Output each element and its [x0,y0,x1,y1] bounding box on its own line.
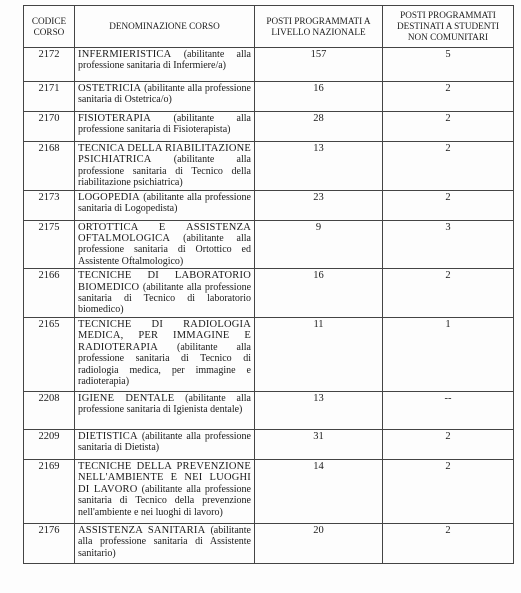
table-row [24,429,514,459]
national-places: 14 [255,459,383,523]
course-title: OSTETRICIA [78,83,142,94]
course-title: TECNICA DELLA RIABILITAZIONE PSICHIATRICA [78,143,251,166]
course-title: IGIENE DENTALE [78,392,175,404]
course-name [75,459,255,523]
course-description: (abilitante alla professione sanitaria di Igienista dentale) [78,392,251,416]
course-description: (abilitante alla professione sanitaria di Fisioterapista) [78,113,251,136]
table-header [24,6,514,48]
course-code: 2176 [24,523,75,563]
course-code: 2165 [24,317,75,391]
table-row [24,220,514,269]
non-eu-places: 2 [383,82,514,112]
table-row [24,48,514,82]
course-title: DIETISTICA [78,430,138,442]
table-row [24,190,514,220]
course-description: (abilitante alla professione sanitaria di Tecnico di radiologia medica, per immagine e radioterapia) [78,341,251,387]
course-description: (abilitante alla professione sanitaria di Ortottico ed Assistente Oftalmologico) [78,233,251,267]
table-row [24,391,514,429]
national-places: 20 [255,523,383,563]
non-eu-places: 5 [383,48,514,82]
table-row [24,142,514,191]
course-title: ASSISTENZA SANITARIA [78,524,206,536]
course-title: LOGOPEDIA [78,191,140,203]
national-places: 28 [255,112,383,142]
header-code: CODICE CORSO [24,6,75,48]
national-places: 13 [255,142,383,191]
non-eu-places: 2 [383,269,514,318]
course-name [75,112,255,142]
non-eu-places: 3 [383,220,514,269]
non-eu-places: 2 [383,190,514,220]
course-description: (abilitante alla professione sanitaria di Ostetrica/o) [78,83,251,106]
course-code: 2169 [24,459,75,523]
course-description: (abilitante alla professione sanitaria di Logopedista) [78,191,251,215]
course-name [75,48,255,82]
national-places: 11 [255,317,383,391]
course-description: (abilitante alla professione sanitaria di Assistente sanitario) [78,524,251,559]
course-name [75,82,255,112]
course-description: (abilitante alla professione sanitaria di Tecnico della riabilitazione psichiatrica) [78,154,251,189]
course-name [75,142,255,191]
course-code: 2172 [24,48,75,82]
course-title: TECNICHE DELLA PREVENZIONE NELL'AMBIENTE E NEI LUOGHI DI LAVORO [78,460,251,495]
course-title: TECNICHE DI LABORATORIO BIOMEDICO [78,270,251,293]
national-places: 23 [255,190,383,220]
course-name [75,391,255,429]
course-title: INFERMIERISTICA [78,49,172,60]
course-code: 2166 [24,269,75,318]
course-description: (abilitante alla professione sanitaria di Dietista) [78,430,251,454]
course-name [75,269,255,318]
course-code: 2170 [24,112,75,142]
course-description: (abilitante alla professione sanitaria di Tecnico di laboratorio biomedico) [78,281,252,316]
course-name [75,190,255,220]
header-name: DENOMINAZIONE CORSO [75,6,255,48]
course-name [75,523,255,563]
table-row [24,523,514,563]
table-row [24,82,514,112]
course-code: 2209 [24,429,75,459]
national-places: 31 [255,429,383,459]
table-body [24,48,514,564]
non-eu-places: 2 [383,429,514,459]
header-national: POSTI PROGRAMMATI A LIVELLO NAZIONALE [255,6,383,48]
course-code: 2173 [24,190,75,220]
course-description: (abilitante alla professione sanitaria di Infermiere/a) [78,49,251,72]
header-row [24,6,514,48]
course-code: 2168 [24,142,75,191]
header-non-eu: POSTI PROGRAMMATI DESTINATI A STUDENTI NON COMUNITARI [383,6,514,48]
course-description: (abilitante alla professione sanitaria di Tecnico della prevenzione nell'ambiente e nei luoghi di lavoro) [78,483,251,518]
course-code: 2208 [24,391,75,429]
table-row [24,459,514,523]
course-title: ORTOTTICA E ASSISTENZA OFTALMOLOGICA [78,221,251,245]
table-row [24,269,514,318]
non-eu-places: 2 [383,142,514,191]
non-eu-places: -- [383,391,514,429]
national-places: 9 [255,220,383,269]
national-places: 16 [255,82,383,112]
course-title: TECNICHE DI RADIOLOGIA MEDICA, PER IMMAGINE E RADIOTERAPIA [78,318,251,353]
course-name [75,317,255,391]
table-row [24,112,514,142]
non-eu-places: 2 [383,112,514,142]
non-eu-places: 1 [383,317,514,391]
courses-table [23,5,514,564]
course-name [75,429,255,459]
course-title: FISIOTERAPIA [78,113,151,124]
table-row [24,317,514,391]
non-eu-places: 2 [383,459,514,523]
non-eu-places: 2 [383,523,514,563]
national-places: 13 [255,391,383,429]
course-name [75,220,255,269]
national-places: 16 [255,269,383,318]
course-code: 2171 [24,82,75,112]
course-code: 2175 [24,220,75,269]
national-places: 157 [255,48,383,82]
